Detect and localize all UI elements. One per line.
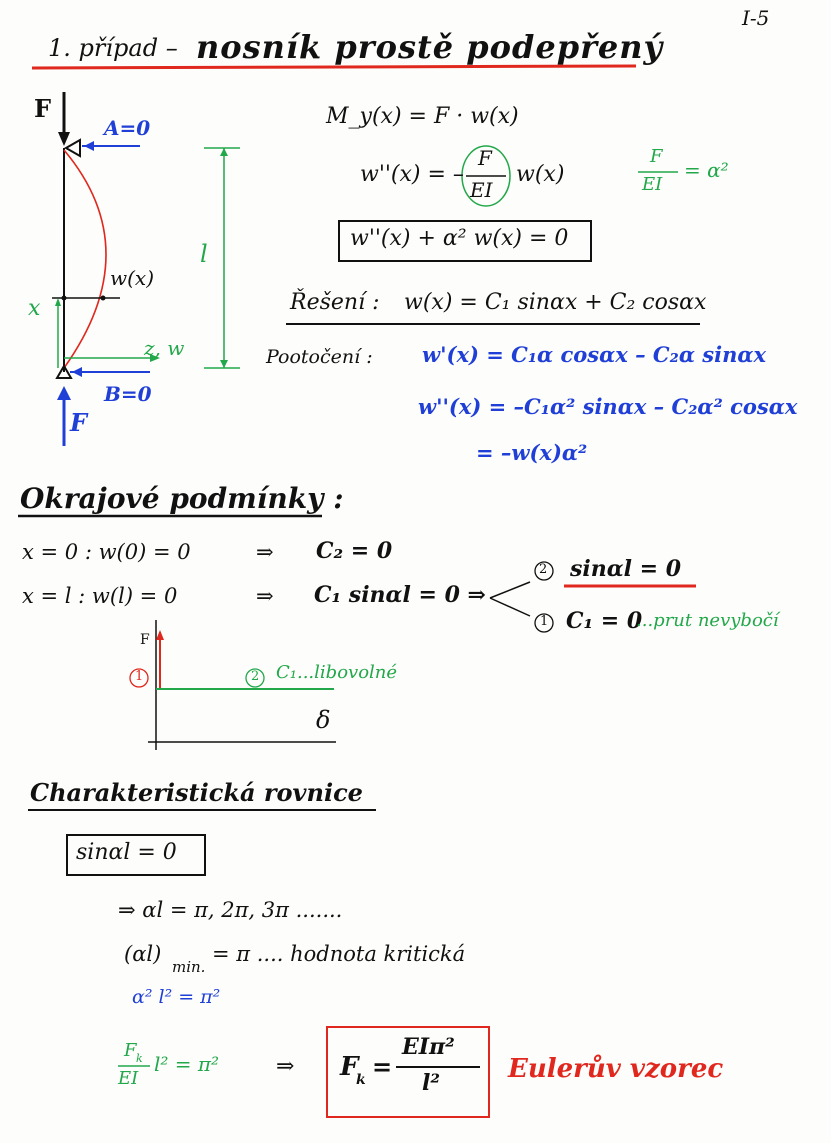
euler-lhs-sub: k	[356, 1072, 366, 1088]
option1-marker: 1	[540, 614, 549, 629]
final-rest: l² = π²	[154, 1052, 220, 1076]
boundary-row1-condition: x = 0 : w(0) = 0	[22, 540, 191, 564]
boundary-heading: Okrajové podmínky :	[20, 482, 344, 515]
alpha-def-numerator: F	[650, 146, 663, 167]
squared-relation: α² l² = π²	[132, 986, 221, 1008]
euler-denominator: l²	[422, 1070, 440, 1096]
min-rhs: = π .... hodnota kritická	[212, 942, 466, 966]
alpha-def-denominator: EI	[642, 174, 663, 195]
x-label: x	[28, 296, 41, 321]
frac-denominator: EI	[470, 178, 493, 202]
graph-y-label: F	[140, 632, 150, 648]
boundary-row1-arrow: ⇒	[256, 540, 274, 564]
length-label: l	[200, 240, 208, 268]
moment-equation: M_y(x) = F · w(x)	[326, 104, 519, 129]
alpha-def-rhs: = α²	[684, 158, 729, 182]
second-derivative: w''(x) = –C₁α² sinαx – C₂α² cosαx	[418, 394, 798, 419]
solution-expression: w(x) = C₁ sinαx + C₂ cosαx	[404, 290, 707, 315]
final-arrow: ⇒	[276, 1054, 295, 1079]
page-number: I-5	[742, 6, 770, 30]
buckled-shape-curve	[64, 150, 106, 368]
bifurcation-graph	[130, 620, 336, 750]
euler-name: Eulerův vzorec	[508, 1054, 724, 1084]
title-main: nosník prostě podepřený	[196, 28, 664, 66]
characteristic-heading: Charakteristická rovnice	[30, 778, 363, 807]
min-lhs: (αl)	[124, 942, 162, 966]
final-numerator-sub: k	[136, 1052, 143, 1065]
boundary-row1-result: C₂ = 0	[316, 538, 393, 564]
option2-text: sinαl = 0	[570, 556, 682, 582]
second-derivative-right: w(x)	[516, 162, 565, 187]
reaction-top-label: A=0	[104, 116, 151, 140]
boundary-row2-arrow: ⇒	[256, 584, 274, 608]
euler-lhs: F	[340, 1052, 359, 1082]
second-derivative-simplified: = –w(x)α²	[476, 440, 588, 465]
characteristic-boxed: sinαl = 0	[76, 840, 177, 865]
graph-x-label: δ	[316, 706, 331, 734]
force-bottom-label: F	[70, 408, 88, 437]
title-underline	[32, 66, 636, 68]
top-support-icon	[66, 140, 80, 156]
first-derivative: w'(x) = C₁α cosαx – C₂α sinαx	[422, 342, 767, 367]
force-top-label: F	[34, 94, 52, 123]
solution-label: Řešení :	[290, 290, 380, 315]
frac-numerator: F	[478, 146, 492, 170]
boxed-equation: w''(x) + α² w(x) = 0	[350, 226, 569, 251]
euler-numerator: EIπ²	[402, 1034, 455, 1060]
final-numerator: F	[124, 1040, 137, 1061]
min-subscript: min.	[172, 958, 206, 976]
boundary-row2-result: C₁ sinαl = 0 ⇒	[314, 582, 486, 608]
euler-equals: =	[372, 1052, 393, 1081]
final-denominator: EI	[118, 1068, 139, 1089]
option2-marker: 2	[539, 562, 548, 577]
roots-line: ⇒ αl = π, 2π, 3π .......	[118, 898, 343, 922]
force-top-arrowhead	[58, 132, 70, 146]
graph-marker-2: 2	[251, 669, 260, 684]
deflection-label: w(x)	[110, 266, 155, 290]
rotation-label: Pootočení :	[266, 346, 373, 368]
reaction-bottom-label: B=0	[104, 382, 152, 406]
option1-note: ...prut nevybočí	[636, 610, 779, 631]
axes-label: z, w	[144, 336, 185, 360]
option1-text: C₁ = 0	[566, 608, 643, 634]
graph-branch2-label: C₁...libovolné	[276, 662, 398, 683]
reaction-top-arrowhead	[84, 141, 94, 151]
graph-marker-1: 1	[135, 669, 144, 684]
second-derivative-left: w''(x) = –	[360, 162, 464, 187]
boundary-row2-condition: x = l : w(l) = 0	[22, 584, 178, 608]
title-prefix: 1. případ –	[48, 34, 178, 62]
